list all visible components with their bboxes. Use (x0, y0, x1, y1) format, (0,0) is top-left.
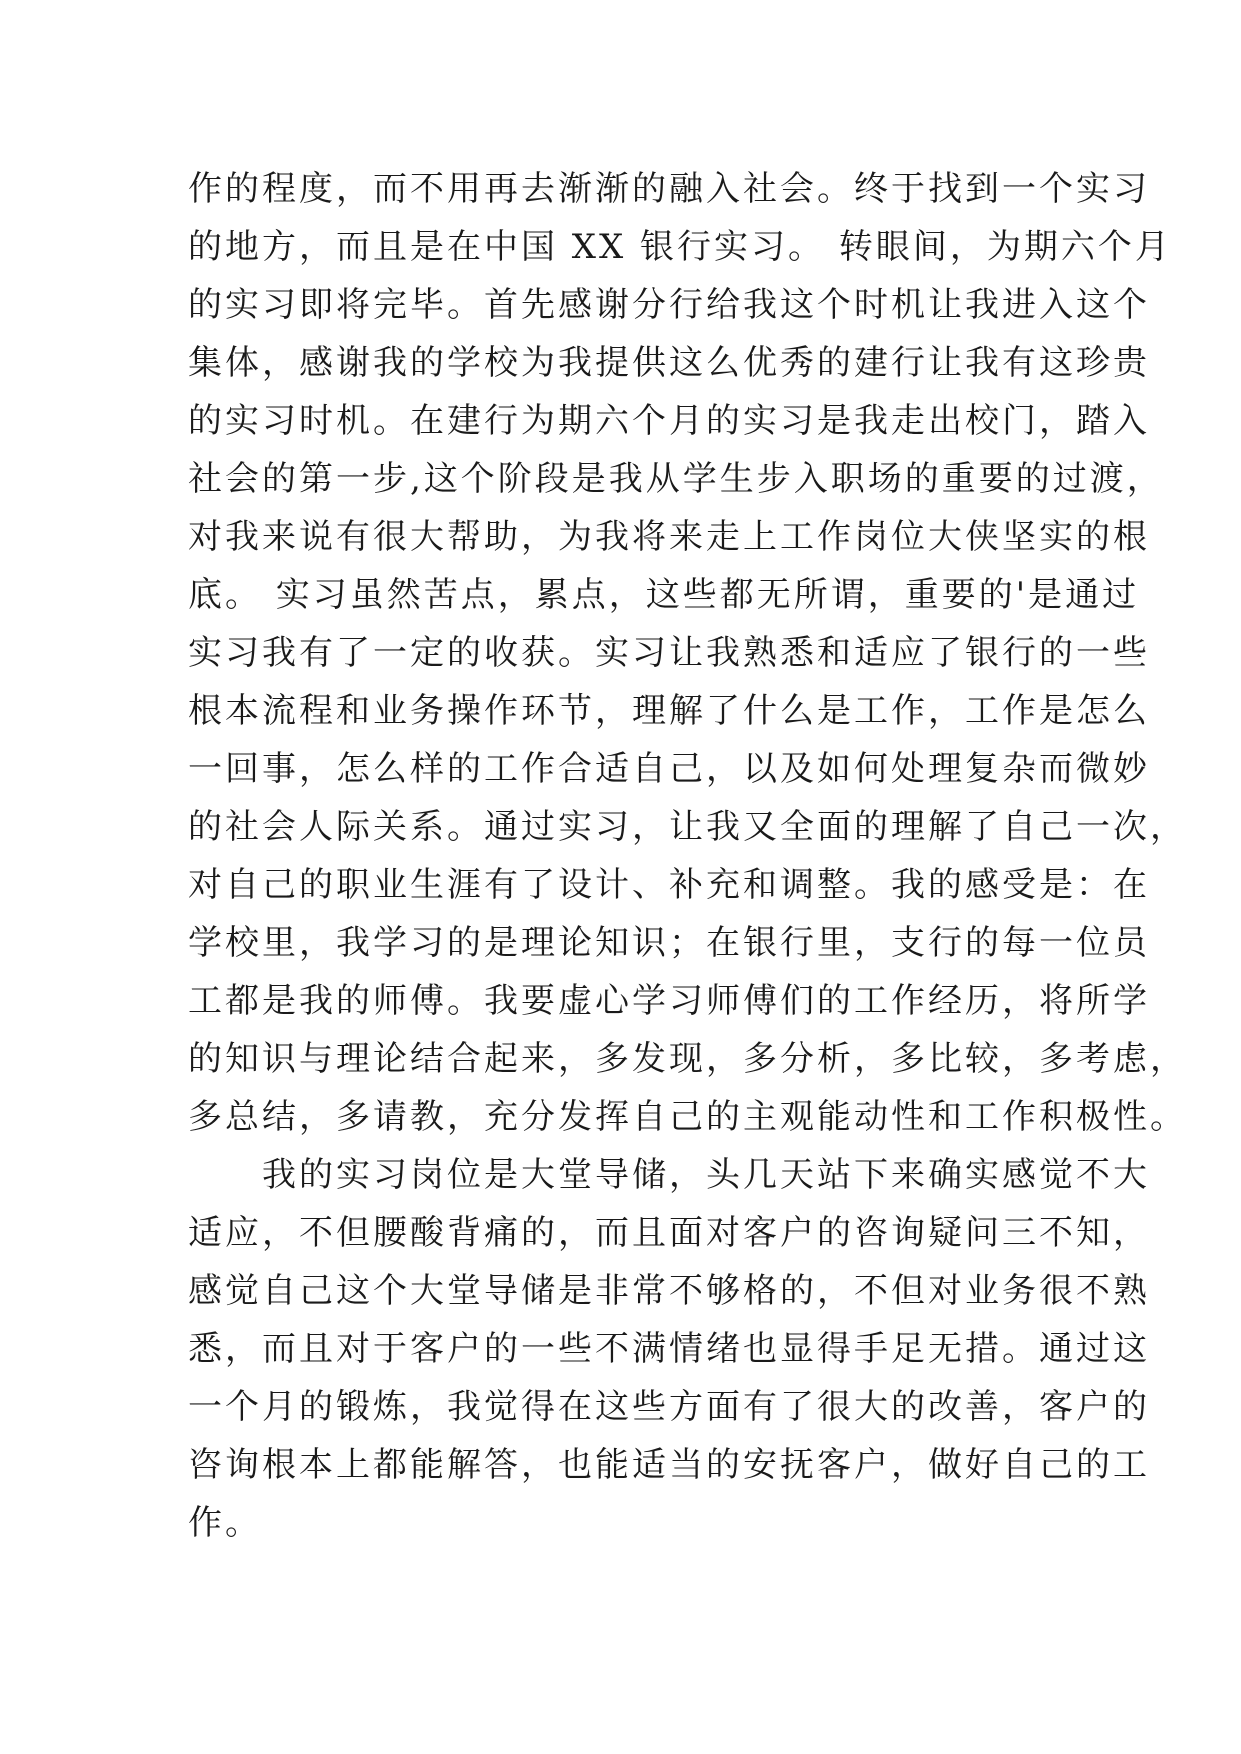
body-text (188, 160, 1187, 1552)
text-line: 作。 (188, 1503, 262, 1543)
text-line: 社会的第一步,这个阶段是我从学生步入职场的重要的过渡， (188, 459, 1164, 499)
text-line: 一个月的锻炼，我觉得在这些方面有了很大的改善，客户的 (188, 1387, 1150, 1427)
text-line: 我的实习岗位是大堂导储，头几天站下来确实感觉不大 (188, 1155, 1150, 1195)
text-line: 多总结，多请教，充分发挥自己的主观能动性和工作积极性。 (188, 1097, 1187, 1137)
text-line: 的社会人际关系。通过实习，让我又全面的理解了自己一次， (188, 807, 1187, 847)
text-line: 适应，不但腰酸背痛的，而且面对客户的咨询疑问三不知， (188, 1213, 1150, 1253)
text-line: 一回事，怎么样的工作合适自己，以及如何处理复杂而微妙 (188, 749, 1150, 789)
text-line: 学校里，我学习的是理论知识；在银行里，支行的每一位员 (188, 923, 1150, 963)
text-line: 实习我有了一定的收获。实习让我熟悉和适应了银行的一些 (188, 633, 1150, 673)
text-line: 咨询根本上都能解答，也能适当的安抚客户，做好自己的工 (188, 1445, 1150, 1485)
text-line: 的实习时机。在建行为期六个月的实习是我走出校门，踏入 (188, 401, 1150, 441)
text-line: 的实习即将完毕。首先感谢分行给我这个时机让我进入这个 (188, 285, 1150, 325)
text-line: 对我来说有很大帮助，为我将来走上工作岗位大侠坚实的根 (188, 517, 1150, 557)
text-line: 的知识与理论结合起来，多发现，多分析，多比较，多考虑， (188, 1039, 1187, 1079)
text-line: 的地方，而且是在中国 XX 银行实习。 转眼间，为期六个月 (188, 227, 1172, 267)
text-line: 感觉自己这个大堂导储是非常不够格的，不但对业务很不熟 (188, 1271, 1150, 1311)
text-line: 悉，而且对于客户的一些不满情绪也显得手足无措。通过这 (188, 1329, 1150, 1369)
text-line: 底。 实习虽然苦点，累点，这些都无所谓，重要的'是通过 (188, 575, 1140, 615)
text-line: 作的程度，而不用再去渐渐的融入社会。终于找到一个实习 (188, 169, 1150, 209)
text-line: 集体，感谢我的学校为我提供这么优秀的建行让我有这珍贵 (188, 343, 1150, 383)
text-line: 工都是我的师傅。我要虚心学习师傅们的工作经历，将所学 (188, 981, 1150, 1021)
text-line: 对自己的职业生涯有了设计、补充和调整。我的感受是：在 (188, 865, 1150, 905)
text-line: 根本流程和业务操作环节，理解了什么是工作，工作是怎么 (188, 691, 1150, 731)
